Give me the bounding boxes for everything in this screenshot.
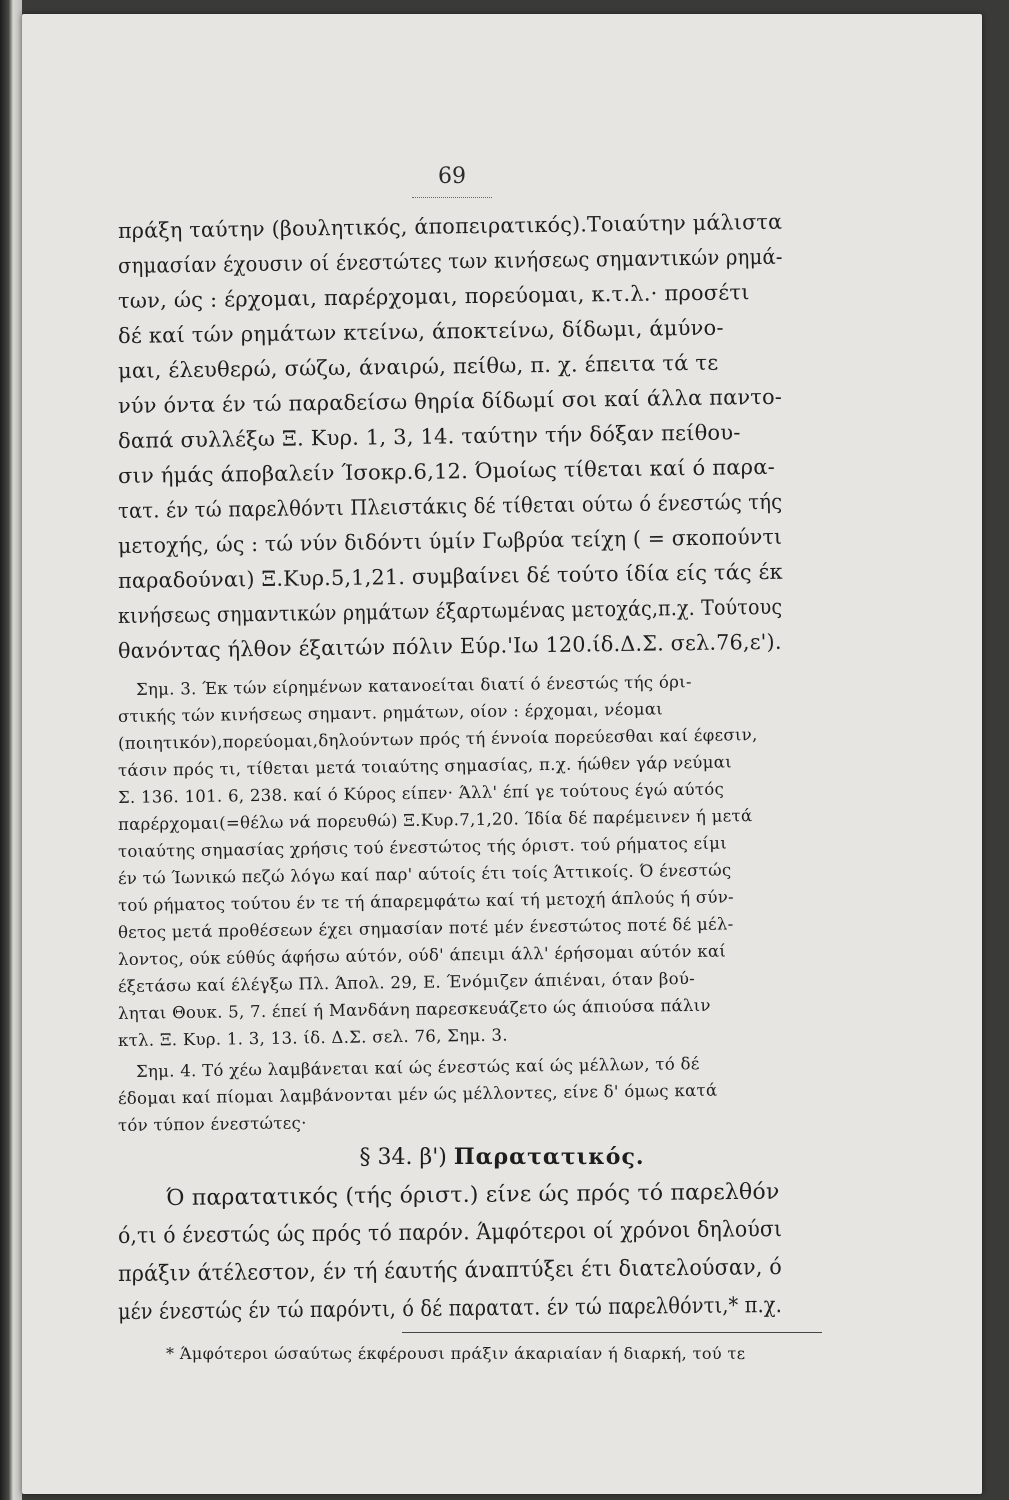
note-line: λοντος, ούκ εύθύς άφήσω αύτόν, ούδ' άπειμι άλλ' έρήσομαι αύτόν καί [117,941,727,969]
page-number: 69 [412,164,492,198]
section-line: μέν ένεστώς έν τώ παρόντι, ό δέ παρατατ. έν τώ παρελθόντι,* π.χ. [117,1293,783,1325]
book-spine-edge [0,0,22,1500]
note-line: παρέρχομαι(=θέλω νά πορευθώ) Ξ.Κυρ.7,1,20. Ίδία δέ παρέμεινεν ή μετά [117,806,753,834]
text-line: παραδούναι) Ξ.Κυρ.5,1,21. συμβαίνει δέ τούτο ίδία είς τάς έκ [117,559,783,593]
note-line: Σημ. 3. Έκ τών είρημένων κατανοείται διατί ό ένεστώς τής όρι- [135,672,692,699]
section-heading [22,1144,982,1170]
text-line: νύν όντα έν τώ παραδείσω θηρία δίδωμί σοι καί άλλα παντο- [117,384,783,418]
text-line: πράξη ταύτην (βουλητικός, άποπειρατικός).Τοιαύτην μάλιστα [117,209,783,243]
text-line: δαπά συλλέξω Ξ. Κυρ. 1, 3, 14. ταύτην τήν δόξαν πείθου- [117,420,741,453]
note-line: έδομαι καί πίομαι λαμβάνονται μέν ώς μέλλοντες, είνε δ' όμως κατά [117,1080,718,1108]
text-line: μετοχής, ώς : τώ νύν διδόντι ύμίν Γωβρύα τείχη ( = σκοπούντι [117,524,783,558]
text-line: τατ. έν τώ παρελθόντι Πλειστάκις δέ τίθεται ούτω ό ένεστώς τής [117,489,783,523]
text-line: σημασίαν έχουσιν οί ένεστώτες των κινήσεως σημαντικών ρημά- [117,244,783,278]
note-line: κτλ. Ξ. Κυρ. 1. 3, 13. ίδ. Δ.Σ. σελ. 76, Σημ. 3. [117,1025,508,1050]
note-line: (ποιητικόν),πορεύομαι,δηλούντων πρός τή έννοία πορεύεσθαι καί έφεσιν, [117,725,758,753]
text-line: μαι, έλευθερώ, σώζω, άναιρώ, πείθω, π. χ. έπειτα τά τε [117,350,719,383]
note-line: τού ρήματος τούτου έν τε τή άπαρεμφάτω καί τή μετοχή άπλούς ή σύν- [117,887,735,915]
note-line: τάσιν πρός τι, τίθεται μετά τοιαύτης σημασίας, π.χ. ήώθεν γάρ νεύμαι [117,752,733,780]
note-line: Σημ. 4. Τό χέω λαμβάνεται καί ώς ένεστώς καί ώς μέλλων, τό δέ [135,1054,700,1081]
section-line: πράξιν άτέλεστον, έν τή έαυτής άναπτύξει έτι διατελούσαν, ό [117,1255,783,1287]
note-line: στικής τών κινήσεως σημαντ. ρημάτων, οίον : έρχομαι, νέομαι [117,699,664,726]
text-line: των, ώς : έρχομαι, παρέρχομαι, πορεύομαι, κ.τ.λ.· προσέτι [117,280,750,313]
footnote: * Άμφότεροι ώσαύτως έκφέρουσι πράξιν άκαριαίαν ή διαρκή, τού τε [166,1344,746,1363]
book-page [22,14,982,1494]
note-line: τόν τύπον ένεστώτες· [117,1113,307,1135]
note-line: τοιαύτης σημασίας χρήσις τού ένεστώτος τής όριστ. τού ρήματος είμι [117,833,728,861]
section-title: Παρατατικός. [453,1144,645,1170]
section-line: Ό παρατατικός (τής όριστ.) είνε ώς πρός τό παρελθόν [165,1179,780,1211]
note-line: έξετάσω καί έλέγξω Πλ. Άπολ. 29, Ε. Ένόμιζεν άπιέναι, όταν βού- [117,968,696,996]
note-line: έν τώ Ίωνικώ πεζώ λόγω καί παρ' αύτοίς έτι τοίς Άττικοίς. Ό ένεστώς [117,860,732,888]
text-line: κινήσεως σημαντικών ρημάτων έξαρτωμένας μετοχάς,π.χ. Τούτους [117,594,783,628]
note-line: ληται Θουκ. 5, 7. έπεί ή Μανδάνη παρεσκευάζετο ώς άπιούσα πάλιν [117,995,711,1023]
section-line: ό,τι ό ένεστώς ώς πρός τό παρόν. Άμφότεροι οί χρόνοι δηλούσι [117,1217,783,1249]
text-line: σιν ήμάς άποβαλείν Ίσοκρ.6,12. Όμοίως τίθεται καί ό παρα- [117,454,776,488]
text-line: θανόντας ήλθον έξαιτών πόλιν Εύρ.'Ιω 120.ίδ.Δ.Σ. σελ.76,ε'). [117,629,782,663]
text-line: δέ καί τών ρημάτων κτείνω, άποκτείνω, δίδωμι, άμύνο- [117,315,724,348]
footnote-rule [402,1332,822,1333]
note-line: Σ. 136. 101. 6, 238. καί ό Κύρος είπεν· Άλλ' έπί γε τούτους έγώ αύτός [117,779,725,807]
note-line: θετος μετά προθέσεων έχει σημασίαν ποτέ μέν ένεστώτος ποτέ δέ μέλ- [117,914,734,942]
section-number: § 34. β') [359,1145,447,1170]
